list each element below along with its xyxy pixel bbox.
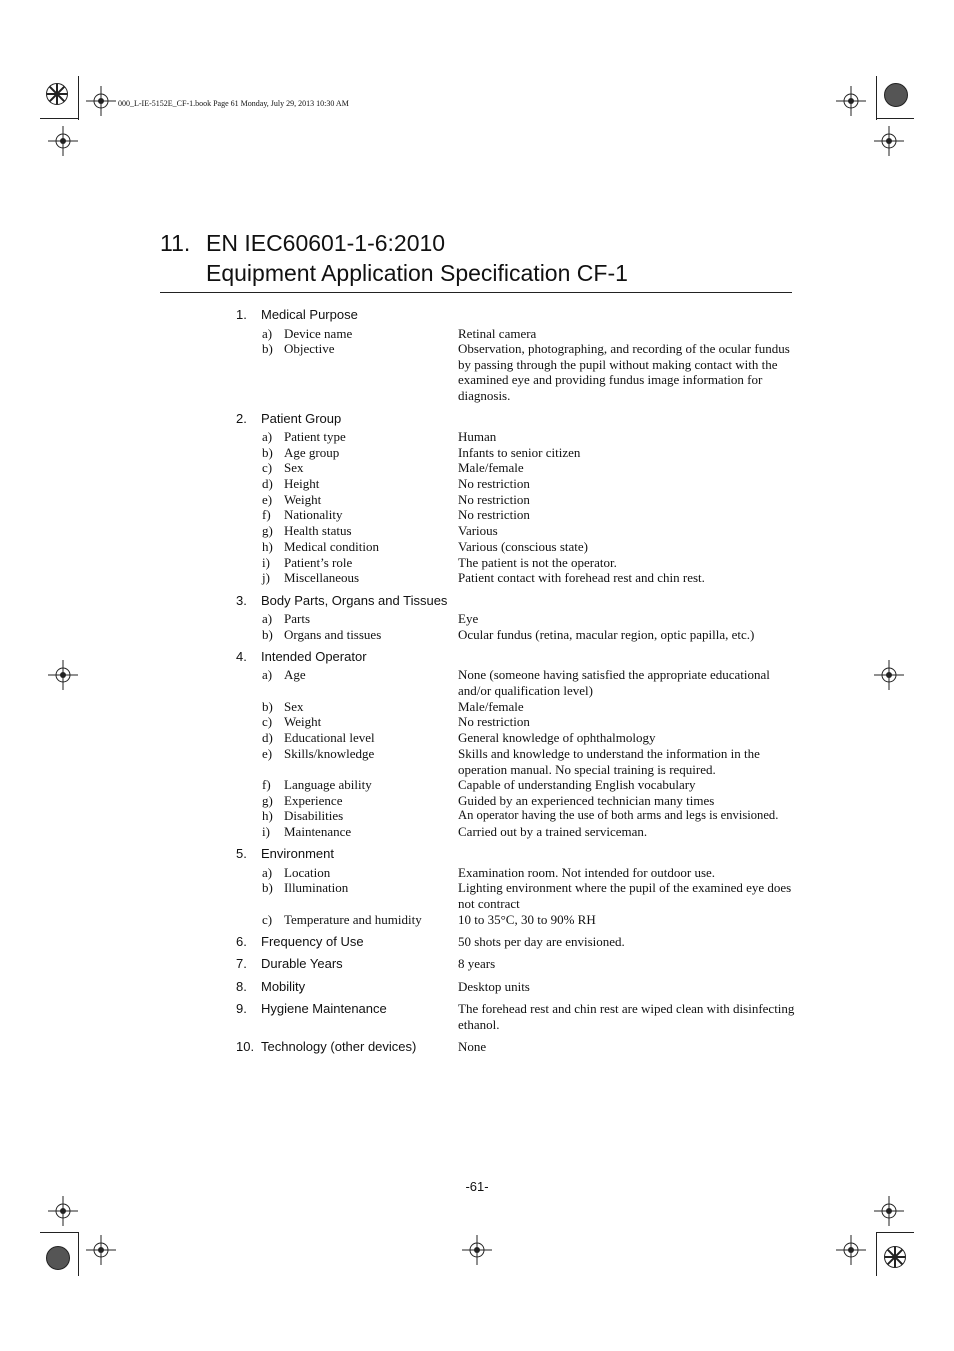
file-info-header: 000_L-IE-5152E_CF-1.book Page 61 Monday, July 29, 2013 10:30 AM: [118, 99, 349, 108]
list-item-value: Patient contact with forehead rest and chin rest.: [458, 570, 705, 585]
section-value: Desktop units: [458, 979, 530, 994]
list-item-value: Infants to senior citizen: [458, 445, 581, 460]
registration-mark-icon: [48, 660, 78, 690]
list-item-label: e) Weight: [262, 492, 322, 507]
list-item-value: Various (conscious state): [458, 539, 588, 554]
list-item-value: Guided by an experienced technician many times: [458, 793, 715, 808]
trim-line: [78, 1232, 79, 1276]
trim-line: [78, 76, 79, 120]
list-item-value: No restriction: [458, 714, 530, 729]
registration-mark-icon: [874, 126, 904, 156]
list-item-value: Ocular fundus (retina, macular region, optic papilla, etc.): [458, 627, 755, 642]
section-heading: 5. Environment: [236, 846, 334, 861]
trim-line: [876, 1232, 877, 1276]
registration-mark-icon: [86, 86, 116, 116]
registration-mark-icon: [874, 660, 904, 690]
list-item-label: j) Miscellaneous: [262, 570, 360, 585]
star-target-icon: [884, 1246, 906, 1268]
list-item-label: d) Height: [262, 476, 320, 491]
list-item-label: f) Nationality: [262, 507, 343, 522]
trim-line: [876, 76, 877, 120]
list-item-label: b) Sex: [262, 699, 304, 714]
list-item-value: Capable of understanding English vocabulary: [458, 777, 696, 792]
color-target-icon: [884, 83, 908, 107]
registration-mark-icon: [874, 1196, 904, 1226]
registration-mark-icon: [48, 126, 78, 156]
list-item-value: Eye: [458, 611, 479, 626]
registration-mark-icon: [86, 1235, 116, 1265]
list-item-label: c) Sex: [262, 460, 304, 475]
section-heading: 7. Durable Years: [236, 956, 343, 971]
list-item-label: g) Experience: [262, 793, 343, 808]
list-item-value: Retinal camera: [458, 326, 537, 341]
list-item-value: The patient is not the operator.: [458, 555, 617, 570]
list-item-value: No restriction: [458, 492, 530, 507]
list-item-label: h) Medical condition: [262, 539, 379, 554]
color-target-icon: [46, 1246, 70, 1270]
list-item-label: a) Location: [262, 865, 331, 880]
list-item-value: No restriction: [458, 507, 530, 522]
list-item-label: c) Weight: [262, 714, 322, 729]
list-item-label: i) Maintenance: [262, 824, 352, 839]
section-heading: 3. Body Parts, Organs and Tissues: [236, 593, 448, 608]
list-item-value: Male/female: [458, 699, 524, 714]
section-heading: 1. Medical Purpose: [236, 307, 358, 322]
registration-mark-icon: [48, 1196, 78, 1226]
list-item-label: b) Organs and tissues: [262, 627, 382, 642]
list-item-value: Carried out by a trained serviceman.: [458, 824, 648, 839]
list-item-value: Various: [458, 523, 498, 538]
list-item-label: e) Skills/knowledge: [262, 746, 375, 761]
list-item-value: Male/female: [458, 460, 524, 475]
list-item-label: b) Objective: [262, 341, 335, 356]
list-item-label: c) Temperature and humidity: [262, 912, 422, 927]
list-item-label: a) Age: [262, 667, 306, 682]
title-line-2: Equipment Application Specification CF-1: [206, 260, 628, 286]
section-heading: 9. Hygiene Maintenance: [236, 1001, 387, 1016]
star-target-icon: [46, 83, 68, 105]
list-item-label: g) Health status: [262, 523, 352, 538]
list-item-value: Examination room. Not intended for outdoor use.: [458, 865, 716, 880]
section-heading: 6. Frequency of Use: [236, 934, 364, 949]
list-item-label: b) Illumination: [262, 880, 349, 895]
list-item-label: i) Patient’s role: [262, 555, 353, 570]
list-item-value: None (someone having satisfied the appropriate educational and/or qualification level): [458, 667, 770, 698]
trim-line: [40, 1232, 78, 1233]
list-item-label: f) Language ability: [262, 777, 372, 792]
list-item-value: An operator having the use of both arms and legs is envisioned.: [458, 808, 779, 822]
list-item-value: Skills and knowledge to understand the information in the operation manual. No special training is required.: [458, 746, 760, 777]
registration-mark-icon: [836, 1235, 866, 1265]
trim-line: [876, 118, 914, 119]
list-item-value: General knowledge of ophthalmology: [458, 730, 656, 745]
list-item-label: d) Educational level: [262, 730, 375, 745]
page-number: -61-: [465, 1179, 489, 1194]
list-item-label: a) Parts: [262, 611, 310, 626]
section-value: None: [458, 1039, 487, 1054]
list-item-label: b) Age group: [262, 445, 340, 460]
trim-line: [876, 1232, 914, 1233]
list-item-label: a) Patient type: [262, 429, 346, 444]
list-item-value: Human: [458, 429, 497, 444]
section-value: 8 years: [458, 956, 496, 971]
page-title: [160, 228, 628, 288]
section-heading: 2. Patient Group: [236, 411, 342, 426]
list-item-value: No restriction: [458, 476, 530, 491]
section-heading: 4. Intended Operator: [236, 649, 367, 664]
section-value: The forehead rest and chin rest are wiped clean with disinfecting ethanol.: [458, 1001, 795, 1032]
trim-line: [40, 118, 78, 119]
title-divider: [160, 292, 792, 293]
registration-mark-icon: [836, 86, 866, 116]
title-number: 11.: [160, 230, 191, 256]
registration-mark-icon: [462, 1235, 492, 1265]
list-item-value: Lighting environment where the pupil of the examined eye does not contract: [458, 880, 792, 911]
list-item-value: 10 to 35°C, 30 to 90% RH: [458, 912, 596, 927]
title-line-1: EN IEC60601-1-6:2010: [206, 230, 446, 256]
list-item-label: h) Disabilities: [262, 808, 344, 823]
section-heading: 10. Technology (other devices): [236, 1039, 417, 1054]
list-item-value: Observation, photographing, and recording of the ocular fundus by passing through the pupil without making contact with the examined eye and providing fundus image information for diagnosis.: [458, 341, 790, 403]
section-value: 50 shots per day are envisioned.: [458, 934, 625, 949]
section-heading: 8. Mobility: [236, 979, 306, 994]
list-item-label: a) Device name: [262, 326, 353, 341]
